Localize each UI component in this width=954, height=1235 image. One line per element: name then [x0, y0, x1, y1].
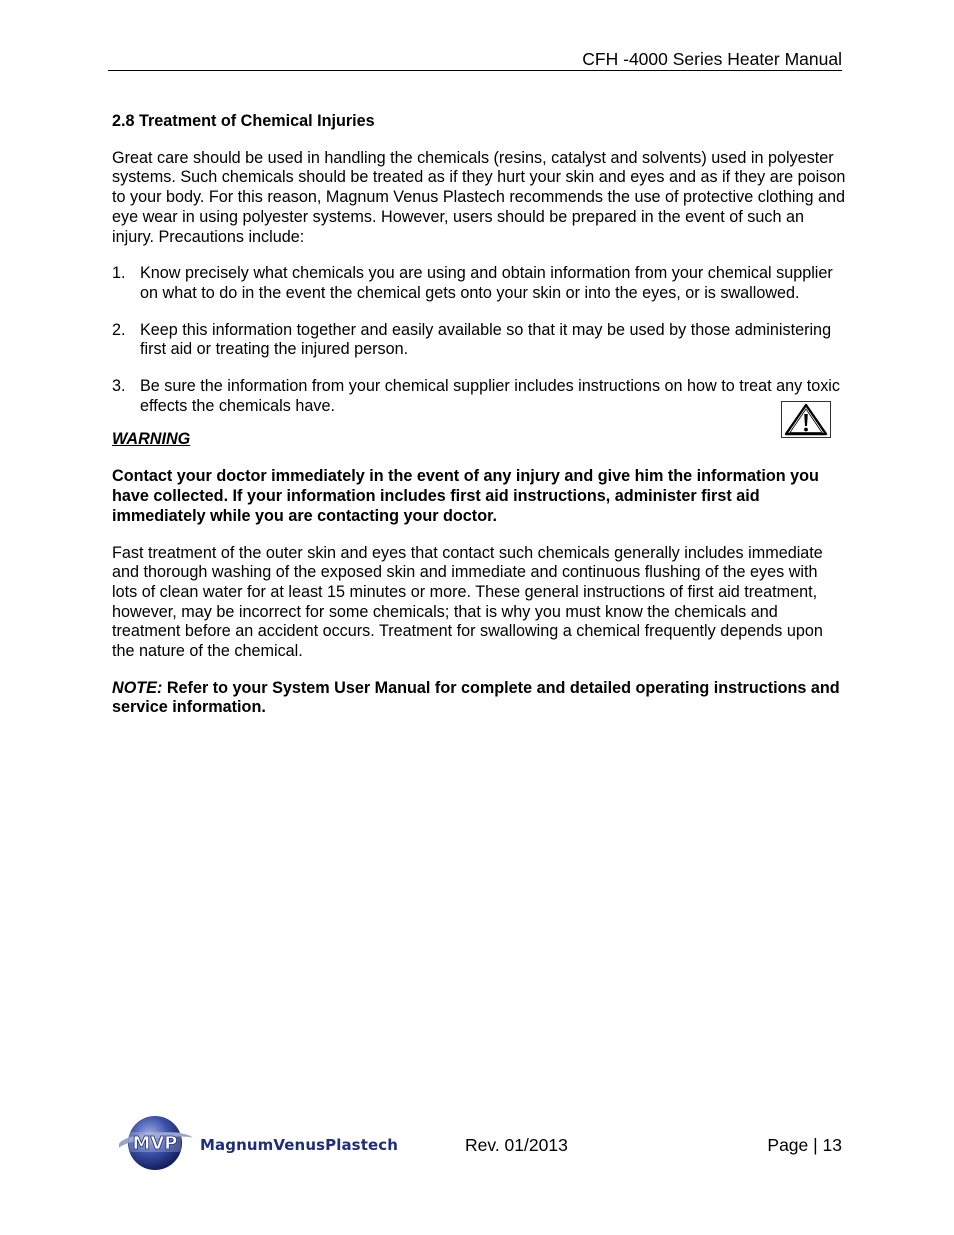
list-item [112, 264, 846, 303]
mvp-globe-icon [115, 1114, 195, 1172]
note-text: Refer to your System User Manual for complete and detailed operating instructions and service information. [112, 678, 840, 717]
list-item-text: Keep this information together and easily available so that it may be used by those administering first aid or treating the injured person. [140, 320, 832, 359]
warning-label: WARNING [112, 430, 191, 449]
list-item-text: Know precisely what chemicals you are using and obtain information from your chemical supplier on what to do in the event the chemical gets onto your skin or into the eyes, or is swallowed. [140, 264, 833, 302]
list-item [112, 321, 846, 360]
logo-text: MagnumVenusPlastech [200, 1136, 399, 1154]
warning-row [112, 430, 846, 450]
note-label: NOTE: [112, 678, 163, 697]
footer-page-number: Page | 13 [767, 1135, 842, 1155]
precautions-list [112, 264, 846, 416]
footer-revision: Rev. 01/2013 [465, 1135, 568, 1155]
list-item-number: 3. [112, 377, 126, 396]
warning-triangle-icon [781, 401, 831, 438]
list-item-number: 2. [112, 320, 126, 339]
section-heading: 2.8 Treatment of Chemical Injuries [112, 112, 375, 130]
list-item [112, 377, 846, 416]
logo-mark: MVP [132, 1133, 178, 1154]
page-content [112, 112, 846, 735]
note-paragraph [112, 679, 846, 718]
intro-paragraph: Great care should be used in handling the chemicals (resins, catalyst and solvents) used in polyester systems. Such chemicals should be treated as if they hurt your skin and eyes and as if they are poison to your body. For this reason, Magnum Venus Plastech recommends the use of protective clothing and eye wear in using polyester systems. However, users should be prepared in the event of such an injury. Precautions include: [112, 148, 846, 246]
warning-text: Contact your doctor immediately in the event of any injury and give him the information you have collected. If your information includes first aid instructions, administer first aid immediately while you are contacting your doctor. [112, 467, 819, 525]
list-item-number: 1. [112, 264, 126, 283]
company-logo [115, 1114, 405, 1172]
header-title: CFH -4000 Series Heater Manual [582, 49, 842, 69]
header-rule [108, 70, 842, 71]
list-item-text: Be sure the information from your chemical supplier includes instructions on how to treat any toxic effects the chemicals have. [140, 377, 840, 415]
treatment-paragraph: Fast treatment of the outer skin and eyes that contact such chemicals generally includes immediate and thorough washing of the exposed skin and immediate and continuous flushing of the eyes with lots of clean water for at least 15 minutes or more. These general instructions of first aid treatment, however, may be incorrect for some chemicals; that is why you must know the chemicals and treatment before an accident occurs. Treatment for swallowing a chemical frequently depends upon the nature of the chemical. [112, 543, 823, 661]
